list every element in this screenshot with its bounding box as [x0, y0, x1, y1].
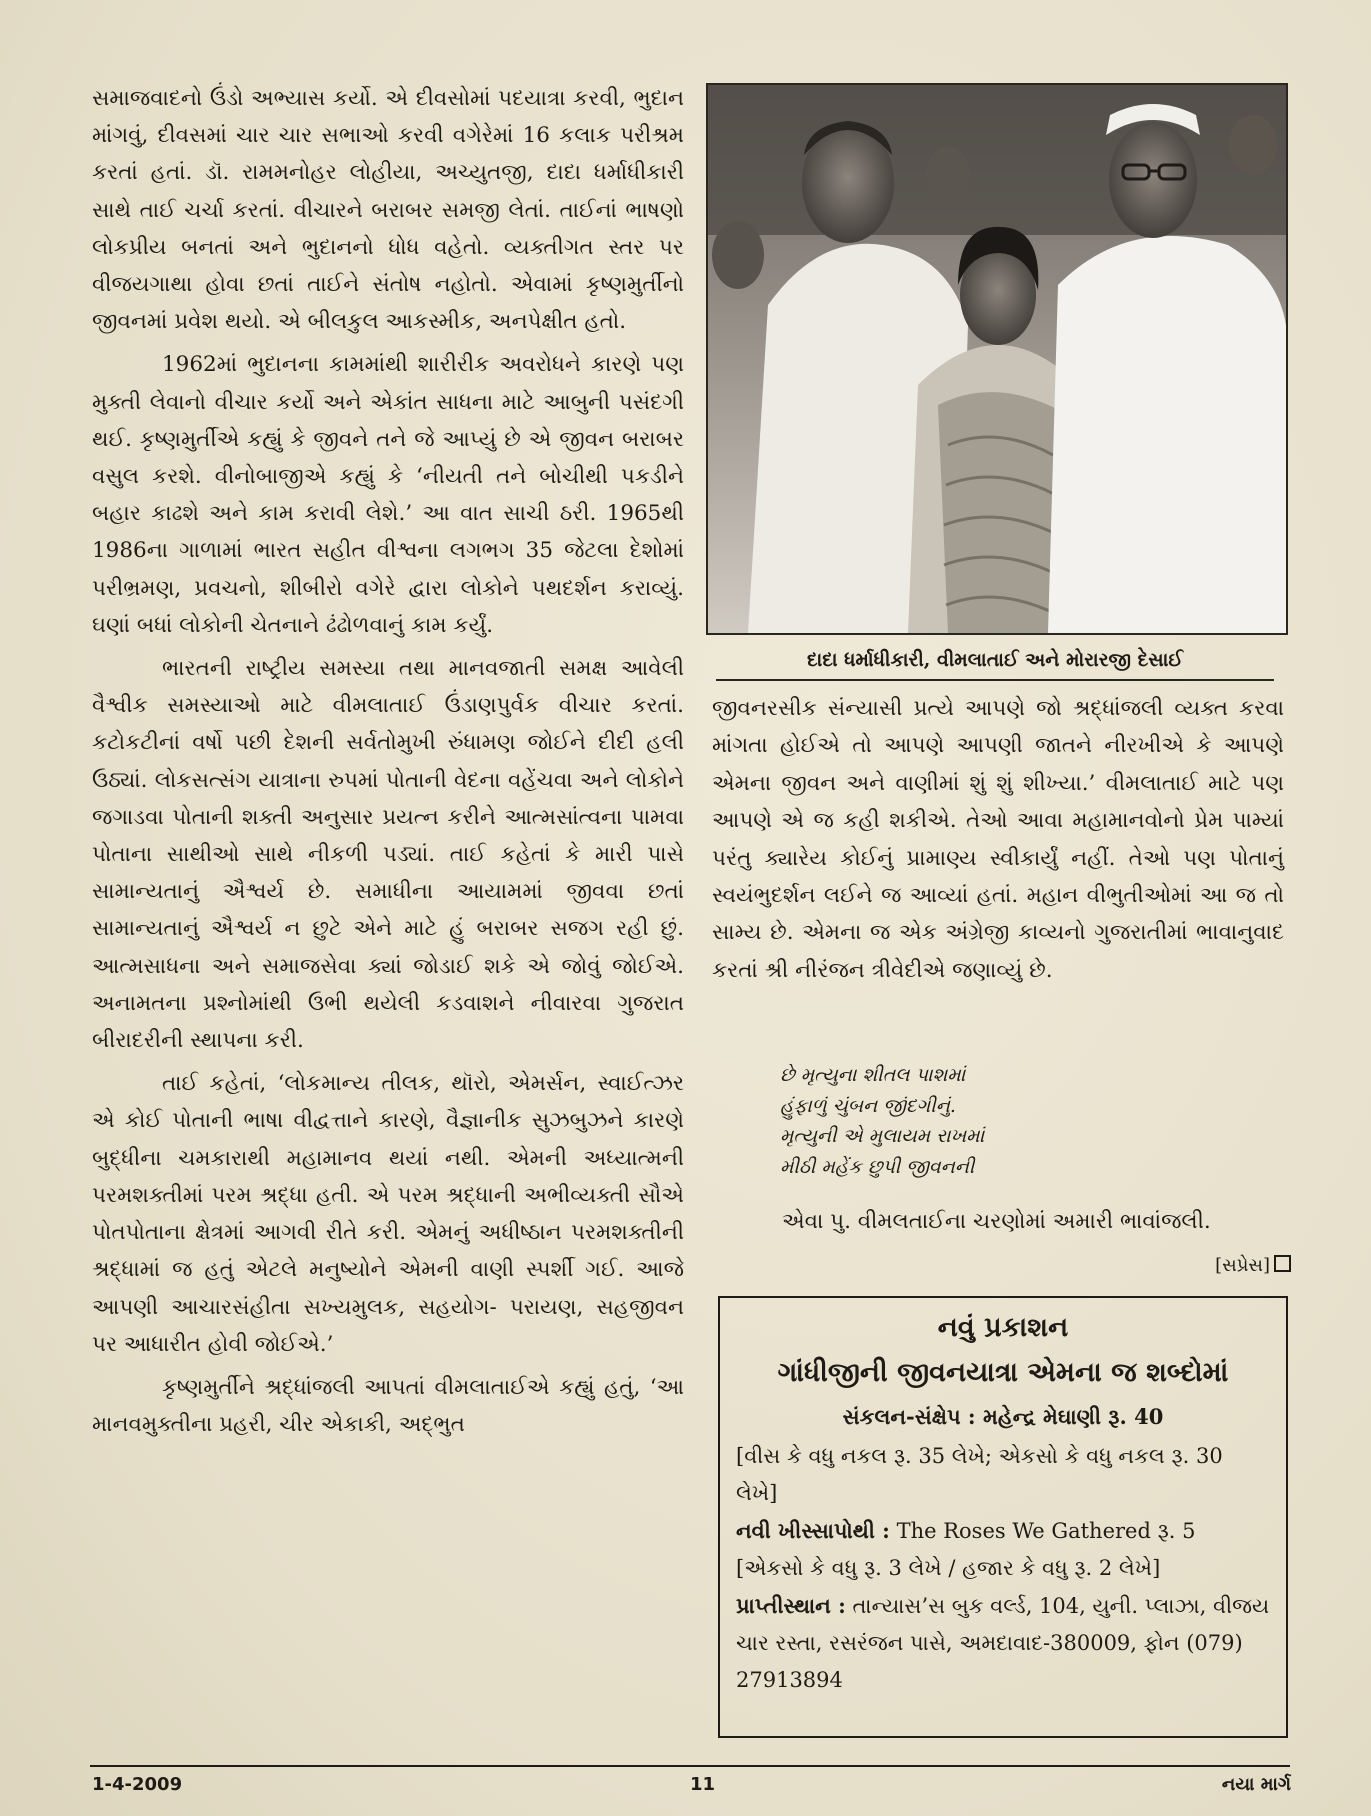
paragraph: જીવનરસીક સંન્યાસી પ્રત્યે આપણે જો શ્રદ્ધાંજલી વ્યક્ત કરવા માંગતા હોઈએ તો આપણે આપણી જાતને નીરખીએ કે આપણે એમના જીવન અને વાણીમાં શું શું શીખ્યા.’ વીમલાતાઈ માટે પણ આપણે એ જ કહી શકીએ. તેઓ આવા મહામાનવોનો પ્રેમ પામ્યાં પરંતુ ક્યારેય કોઈનું પ્રામાણ્ય સ્વીકાર્યું નહીં. તેઓ પણ પોતાનું સ્વયંભુદર્શન લઈને જ આવ્યાં હતાં. મહાન વીભુતીઓમાં આ જ તો સામ્ય છે. એમના જ એક અંગ્રેજી કાવ્યનો ગુજરાતીમાં ભાવાનુવાદ કરતાં શ્રી નીરંજન ત્રીવેદીએ જણાવ્યું છે.: [712, 696, 1284, 983]
ad-book-title: ગાંધીજીની જીવનયાત્રા એમના જ શબ્દોમાં: [777, 1357, 1229, 1388]
tribute-line: એવા પુ. વીમલતાઈના ચરણોમાં અમારી ભાવાંજલી.: [782, 1209, 1211, 1234]
ad-pocket-text: The Roses We Gathered રૂ. 5: [889, 1519, 1196, 1543]
source-text: [સપ્રેસ]: [1215, 1255, 1270, 1276]
left-article-column: [92, 80, 684, 1443]
photo-illustration: [708, 85, 1286, 633]
poem: [780, 1060, 1260, 1182]
source-credit: [1215, 1252, 1291, 1280]
poem-line: હુંફાળું ચુંબન જીંદગીનું.: [780, 1094, 956, 1117]
paragraph: તાઈ કહેતાં, ‘લોકમાન્ય તીલક, થૉરો, એમર્સન, સ્વાઈત્ઝર એ કોઈ પોતાની ભાષા વીદ્વત્તાને કારણે, વૈજ્ઞાનીક સુઝબુઝને કારણે બુદ્ધીના ચમકારાથી મહામાનવ થયાં નથી. એમની અધ્યાત્મની પરમશક્તીમાં પરમ શ્રદ્ધા હતી. એ પરમ શ્રદ્ધાની અભીવ્યક્તી સૌએ પોતપોતાના ક્ષેત્રમાં આગવી રીતે કરી. એમનું અધીષ્ઠાન પરમશક્તીની શ્રદ્ધામાં જ હતું એટલે મનુષ્યોને એમની વાણી સ્પર્શી ગઈ. આજે આપણી આચારસંહીતા સખ્યમુલક, સહયોગ- પરાયણ, સહજીવન પર આધારીત હોવી જોઈએ.’: [92, 1071, 684, 1357]
ad-pocket-price: [એકસો કે વધુ રૂ. 3 લેખે / હજાર કે વધુ રૂ. 2 લેખે]: [736, 1556, 1161, 1580]
publication-advertisement: [718, 1296, 1288, 1738]
ad-address-text: તાન્યાસ’સ બુક વર્લ્ડ, 104, યુની. પ્લાઝા, વીજય ચાર રસ્તા, રસરંજન પાસે, અમદાવાદ-380009, ફોન (079) 27913894: [736, 1594, 1270, 1692]
poem-line: છે મૃત્યુના શીતલ પાશમાં: [780, 1064, 966, 1086]
ad-pocket-label: નવી ખીસ્સાપોથી :: [736, 1518, 890, 1543]
footer-divider: [90, 1765, 1290, 1767]
magazine-name: નયા માર્ગ: [1221, 1774, 1291, 1795]
poem-line: મીઠી મહેંક છુપી જીવનની: [780, 1155, 975, 1178]
page-number: 11: [690, 1774, 716, 1795]
paragraph: કૃષ્ણમુર્તીને શ્રદ્ધાંજલી આપતાં વીમલાતાઈએ કહ્યું હતું, ‘આ માનવમુક્તીના પ્રહરી, ચીર એકાકી, અદ્ભુત: [92, 1374, 684, 1438]
ad-address: [736, 1587, 1270, 1699]
ad-bulk-price: [વીસ કે વધુ નકલ રૂ. 35 લેખે; એકસો કે વધુ નકલ રૂ. 30 લેખે]: [736, 1444, 1223, 1505]
end-mark-icon: [1274, 1255, 1291, 1272]
paragraph: 1962માં ભુદાનના કામમાંથી શારીરીક અવરોધને કારણે પણ મુક્તી લેવાનો વીચાર કર્યો અને એકાંત સાધના માટે આબુની પસંદગી થઈ. કૃષ્ણમુર્તીએ કહ્યું કે જીવને તને જે આપ્યું છે એ જીવન બરાબર વસુલ કરશે. વીનોબાજીએ કહ્યું કે ‘નીયતી તને બોચીથી પકડીને બહાર કાઢશે અને કામ કરાવી લેશે.’ આ વાત સાચી ઠરી. 1965થી 1986ના ગાળામાં ભારત સહીત વીશ્વના લગભગ 35 જેટલા દેશોમાં પરીભ્રમણ, પ્રવચનો, શીબીરો વગેરે દ્વારા લોકોને પથદર્શન કરાવ્યું. ઘણાં બધાં લોકોની ચેતનાને ઢંઢોળવાનું કામ કર્યું.: [92, 352, 684, 638]
right-article-column: [712, 690, 1284, 989]
ad-heading: નવું પ્રકાશન: [937, 1312, 1069, 1343]
paragraph: ભારતની રાષ્ટ્રીય સમસ્યા તથા માનવજાતી સમક્ષ આવેલી વૈશ્વીક સમસ્યાઓ માટે વીમલાતાઈ ઉંડાણપુર્વક વીચાર કરતાં. કટોકટીનાં વર્ષો પછી દેશની સર્વતોમુખી રુંધામણ જોઈને દીદી હલી ઉઠ્યાં. લોકસત્સંગ યાત્રાના રુપમાં પોતાની વેદના વહેંચવા અને લોકોને જગાડવા પોતાની શક્તી અનુસાર પ્રયત્ન કરીને આત્મસાંત્વના પામવા પોતાના સાથીઓ સાથે નીકળી પડ્યાં. તાઈ કહેતાં કે મારી પાસે સામાન્યતાનું ઐશ્વર્ય છે. સમાધીના આયામમાં જીવવા છતાં સામાન્યતાનું ઐશ્વર્ય ન છુટે એને માટે હું બરાબર સજગ રહી છું. આત્મસાધના અને સમાજસેવા ક્યાં જોડાઈ શકે એ જોવું જોઈએ. અનામતના પ્રશ્નોમાંથી ઉભી થયેલી કડવાશને નીવારવા ગુજરાત બીરાદરીની સ્થાપના કરી.: [92, 656, 684, 1054]
footer-date: 1-4-2009: [92, 1774, 183, 1795]
group-photo: [706, 83, 1288, 635]
ad-address-label: પ્રાપ્તીસ્થાન :: [736, 1593, 846, 1618]
poem-line: મૃત્યુની એ મુલાયમ રાખમાં: [780, 1125, 985, 1147]
ad-pocket-book: [736, 1512, 1270, 1550]
photo-caption: દાદા ધર્માધીકારી, વીમલાતાઈ અને મોરારજી દેસાઈ: [716, 641, 1274, 681]
paragraph: સમાજવાદનો ઉંડો અભ્યાસ કર્યો. એ દીવસોમાં પદયાત્રા કરવી, ભુદાન માંગવું, દીવસમાં ચાર ચાર સભાઓ કરવી વગેરેમાં 16 કલાક પરીશ્રમ કરતાં હતાં. ડૉ. રામમનોહર લોહીયા, અચ્યુતજી, દાદા ધર્માધીકારી સાથે તાઈ ચર્ચા કરતાં. વીચારને બરાબર સમજી લેતાં. તાઈનાં ભાષણો લોકપ્રીય બનતાં અને ભુદાનનો ધોધ વહેતો. વ્યક્તીગત સ્તર પર વીજયગાથા હોવા છતાં તાઈને સંતોષ નહોતો. એવામાં કૃષ્ણમુર્તીનો જીવનમાં પ્રવેશ થયો. એ બીલકુલ આકસ્મીક, અનપેક્ષીત હતો.: [92, 86, 684, 335]
ad-editor-price: સંકલન-સંક્ષેપ : મહેન્દ્ર મેઘાણી રૂ. 40: [842, 1404, 1164, 1429]
